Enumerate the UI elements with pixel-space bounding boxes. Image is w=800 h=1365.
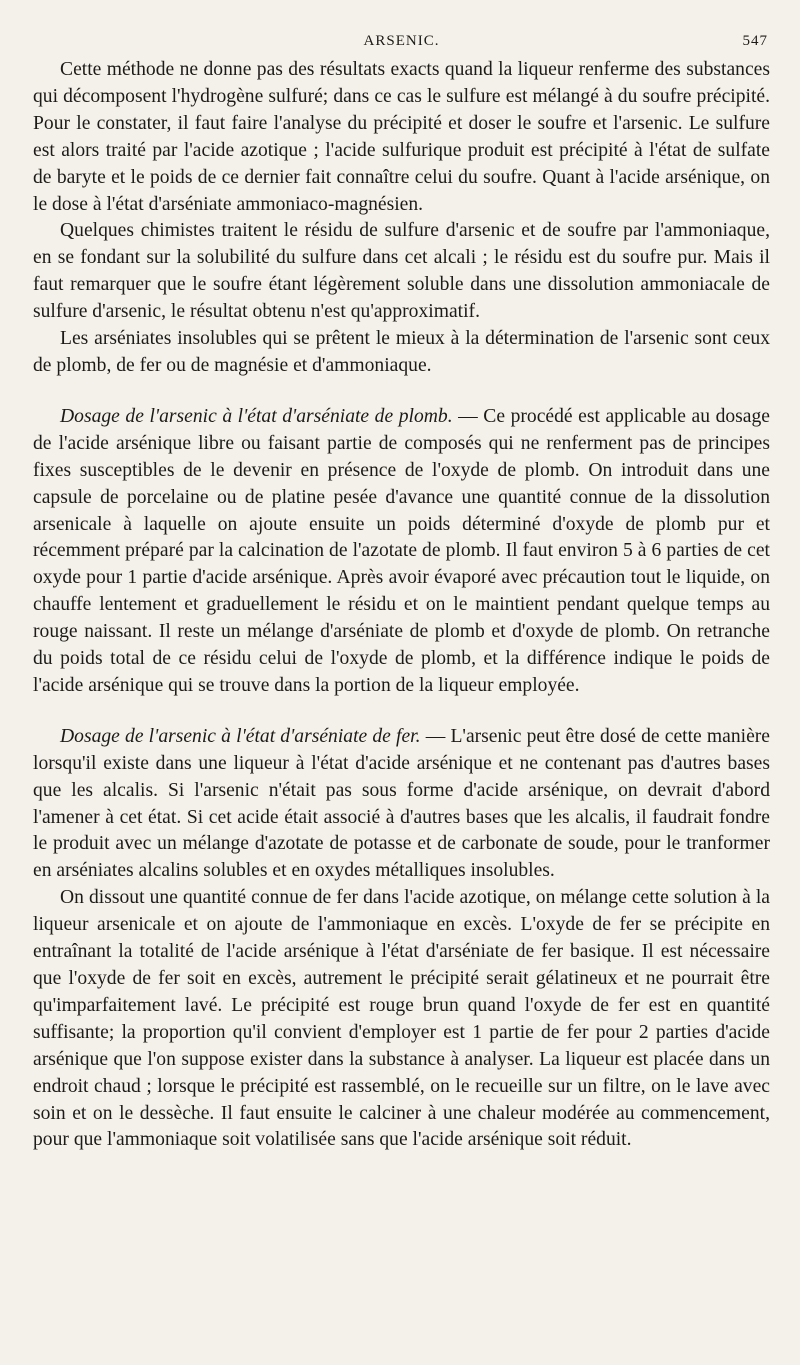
running-head	[33, 33, 770, 57]
paragraph-5-text: — L'arsenic peut être dosé de cette manière lorsqu'il existe dans une liqueur à l'état d'acide arsénique et ne contenant pas d'autres bases que les alcalis. Si l'arsenic n'était pas sous forme d'acide arsénique, on devrait d'abord l'amener à cet état. Si cet acide était associé à d'autres bases que les alcalis, il faudrait fondre le produit avec un mélange d'azotate de potasse et de carbonate de soude, pour le tranformer en arséniates alcalins solubles et en oxydes métalliques insolubles.	[33, 725, 770, 882]
section-heading-lead: Dosage de l'arsenic à l'état d'arséniate de plomb.	[60, 405, 453, 427]
paragraph-5	[33, 724, 770, 885]
paragraph-1	[33, 57, 770, 218]
body-text	[33, 57, 770, 1154]
paragraph-1-text: Cette méthode ne donne pas des résultats exacts quand la liqueur renferme des substances qui décomposent l'hydrogène sulfuré; dans ce cas le sulfure est mélangé à du soufre précipité. Pour le constater, il faut faire l'analyse du précipité et doser le soufre et l'arsenic. Le sulfure est alors traité par l'acide azotique ; l'acide sulfurique produit est précipité à l'état de sulfate de baryte et le poids de ce dernier fait connaître celui du soufre. Quant à l'acide arsénique, on le dose à l'état d'arséniate ammoniaco-magnésien.	[33, 59, 770, 215]
paragraph-3-text: Les arséniates insolubles qui se prêtent le mieux à la détermination de l'arsenic sont ceux de plomb, de fer ou de magnésie et d'ammoniaque.	[33, 328, 770, 376]
paragraph-6-text: On dissout une quantité connue de fer dans l'acide azotique, on mélange cette solution à la liqueur arsenicale et on ajoute de l'ammoniaque en excès. L'oxyde de fer se précipite en entraînant la totalité de l'acide arsénique à l'état d'arséniate de fer basique. Il est nécessaire que l'oxyde de fer soit en excès, autrement le précipité serait gélatineux et ne pourrait être qu'imparfaitement lavé. Le précipité est rouge brun quand l'oxyde de fer est en quantité suffisante; la proportion qu'il convient d'employer est 1 partie de fer pour 2 parties d'acide arsénique que l'on suppose exister dans la substance à analyser. La liqueur est placée dans un endroit chaud ; lorsque le précipité est rassemblé, on le recueille sur un filtre, on le lave avec soin et on le dessèche. Il faut ensuite le calciner à une chaleur modérée au commencement, pour que l'ammoniaque soit volatilisée sans que l'acide arsénique soit réduit.	[33, 887, 770, 1151]
page-number: 547	[742, 33, 768, 49]
paragraph-6	[33, 885, 770, 1154]
running-title: ARSENIC.	[363, 33, 440, 49]
paragraph-3	[33, 326, 770, 380]
paragraph-2	[33, 218, 770, 326]
paragraph-4-text: — Ce procédé est applicable au dosage de l'acide arsénique libre ou faisant partie de composés qui ne renferment pas de principes fixes susceptibles de le devenir en présence de l'oxyde de plomb. On introduit dans une capsule de porcelaine ou de platine pesée d'avance une quantité connue de la dissolution arsenicale à laquelle on ajoute ensuite un poids déterminé d'oxyde de plomb pur et récemment préparé par la calcination de l'azotate de plomb. Il faut environ 5 à 6 parties de cet oxyde pour 1 partie d'acide arsénique. Après avoir évaporé avec précaution tout le liquide, on chauffe lentement et graduellement le résidu et on le maintient pendant quelque temps au rouge naissant. Il reste un mélange d'arséniate de plomb et d'oxyde de plomb. On retranche du poids total de ce résidu celui de l'oxyde de plomb, et la différence indique le poids de l'acide arsénique qui se trouve dans la portion de la liqueur employée.	[33, 405, 770, 696]
section-heading-iron: Dosage de l'arsenic à l'état d'arséniate de fer.	[60, 725, 421, 747]
paragraph-4	[33, 404, 770, 700]
paragraph-2-text: Quelques chimistes traitent le résidu de sulfure d'arsenic et de soufre par l'ammoniaque, en se fondant sur la solubilité du sulfure dans cet alcali ; le résidu est du soufre pur. Mais il faut remarquer que le soufre étant légèrement soluble dans une dissolution ammoniacale de sulfure d'arsenic, le résultat obtenu n'est qu'approximatif.	[33, 220, 770, 323]
